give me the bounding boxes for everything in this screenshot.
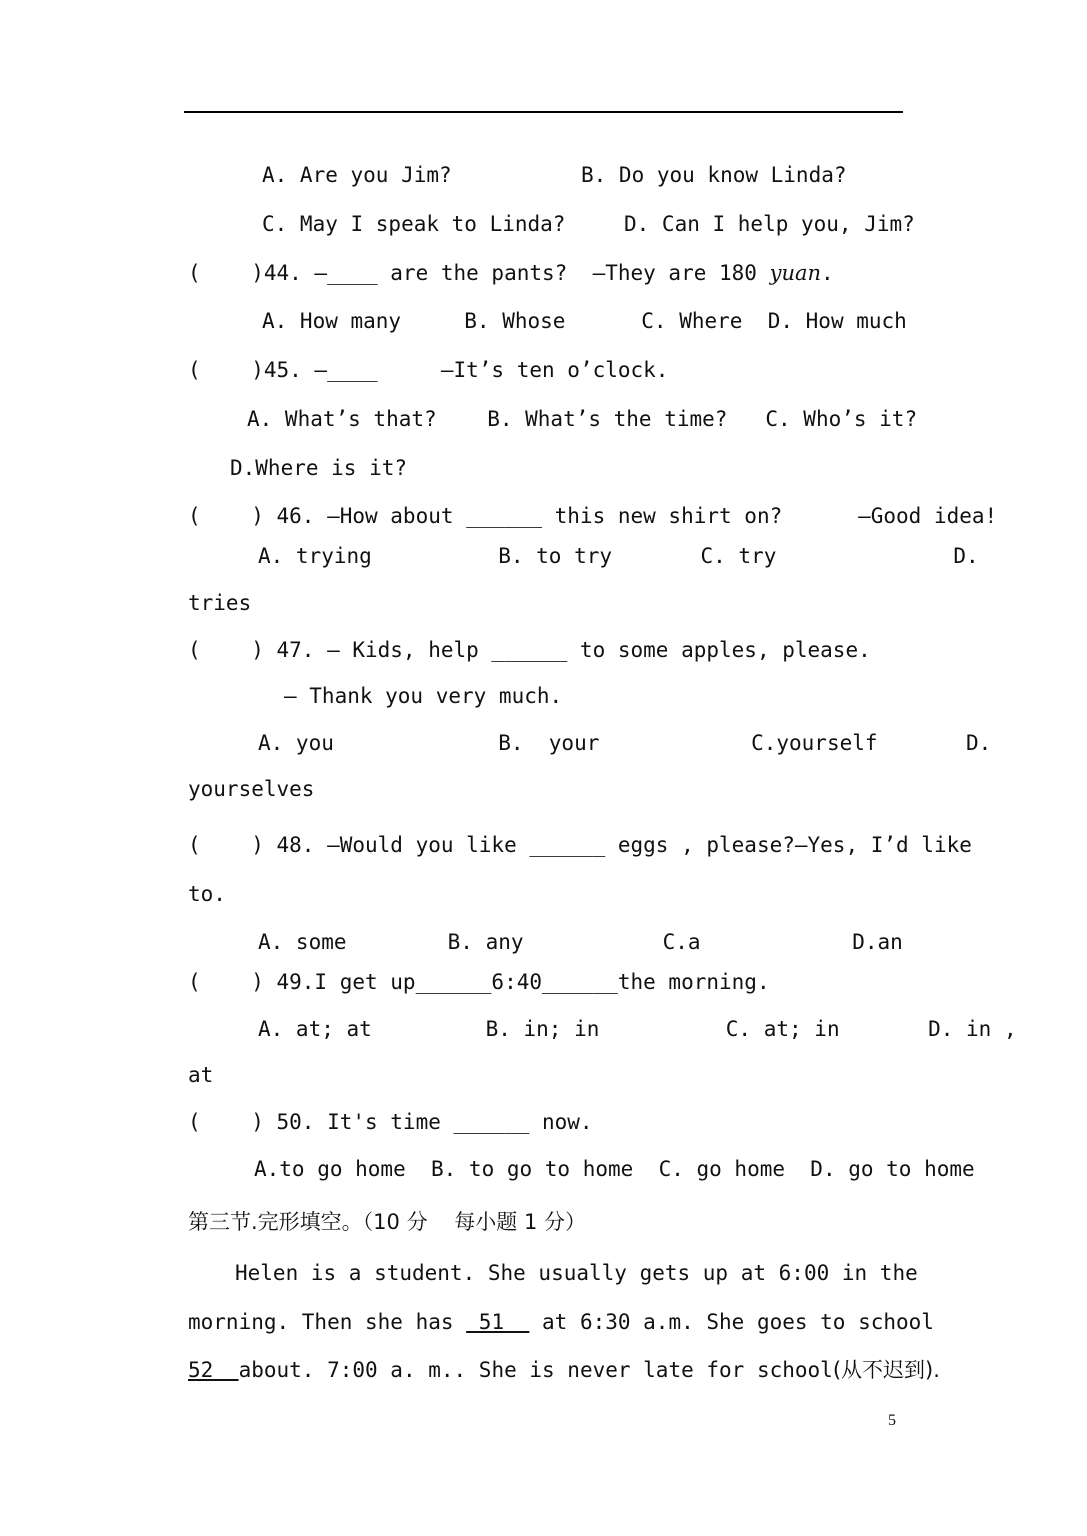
passage-line-1: Helen is a student. She usually gets up at 6:00 in the	[235, 1261, 918, 1285]
q46-wrap: tries	[188, 591, 252, 615]
q50-options: A.to go home B. to go to home C. go home D. go to home	[254, 1157, 975, 1181]
passage-line-3: 52 about. 7:00 a. m.. She is never late for school(从不迟到).	[188, 1358, 940, 1382]
q47-wrap: yourselves	[188, 777, 315, 801]
blank-52: 52	[188, 1358, 239, 1382]
q50-stem: ( ) 50. It's time ______ now.	[188, 1110, 593, 1134]
q46-stem: ( ) 46. —How about ______ this new shirt on? —Good idea!	[188, 504, 998, 528]
passage-line-2: morning. Then she has 51 at 6:30 a.m. She goes to school	[188, 1310, 934, 1334]
q43-option-d: D. Can I help you, Jim?	[624, 212, 915, 236]
q43-option-c: C. May I speak to Linda?	[262, 212, 566, 236]
q45-option-d: D.Where is it?	[230, 456, 408, 480]
q47-options: A. you B. your C.yourself D.	[258, 731, 992, 755]
q43-option-a: A. Are you Jim?	[262, 163, 452, 187]
q48-wrap: to.	[188, 882, 226, 906]
q48-stem: ( ) 48. —Would you like ______ eggs , please?—Yes, I’d like	[188, 833, 972, 857]
q49-stem: ( ) 49.I get up______6:40______the morning.	[188, 970, 770, 994]
q43-option-b: B. Do you know Linda?	[581, 163, 847, 187]
q45-stem: ( )45. —____ —It’s ten o’clock.	[188, 358, 669, 382]
q47-stem: ( ) 47. — Kids, help ______ to some apples, please.	[188, 638, 871, 662]
section-heading: 第三节.完形填空。（10 分 每小题 1 分）	[188, 1210, 586, 1234]
q49-options: A. at; at B. in; in C. at; in D. in ,	[258, 1017, 1017, 1041]
q44-options: A. How many B. Whose C. Where D. How much	[262, 309, 907, 333]
header-rule	[184, 111, 903, 113]
blank-51: 51	[466, 1310, 530, 1334]
q46-options: A. trying B. to try C. try D.	[258, 544, 979, 568]
q44-stem: ( )44. —____ are the pants? —They are 180 yuan.	[188, 261, 834, 285]
q47-reply: — Thank you very much.	[284, 684, 563, 708]
q45-options: A. What’s that? B. What’s the time? C. Who’s it?	[247, 407, 918, 431]
q49-wrap: at	[188, 1063, 214, 1087]
page-number: 5	[888, 1412, 896, 1429]
q48-options: A. some B. any C.a D.an	[258, 930, 903, 954]
